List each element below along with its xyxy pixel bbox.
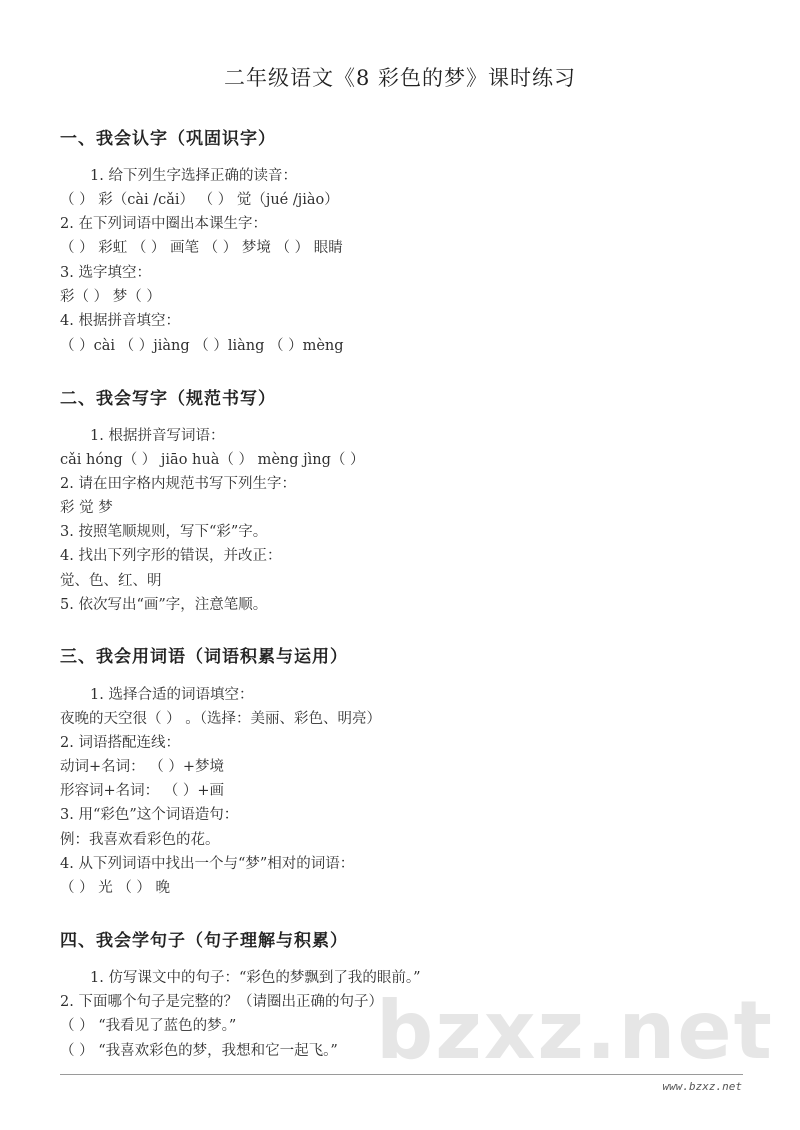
section-2-line-2: cǎi hóng（ ） jiāo huà（ ） mèng jìng（ ）	[60, 452, 365, 468]
section-heading-4: 四、我会学句子（句子理解与积累）	[60, 931, 348, 951]
section-4-line-2: 2. 下面哪个句子是完整的？（请圈出正确的句子）	[60, 994, 383, 1010]
section-heading-1: 一、我会认字（巩固识字）	[60, 129, 276, 149]
section-2-line-5: 3. 按照笔顺规则，写下“彩”字。	[60, 524, 268, 540]
footer-divider	[60, 1074, 743, 1075]
section-3-line-2: 夜晚的天空很（ ） 。（选择：美丽、彩色、明亮）	[60, 711, 381, 727]
section-2-line-8: 5. 依次写出“画”字，注意笔顺。	[60, 597, 268, 613]
section-4-line-1: 1. 仿写课文中的句子：“彩色的梦飘到了我的眼前。”	[90, 970, 421, 986]
section-2-line-3: 2. 请在田字格内规范书写下列生字：	[60, 476, 296, 492]
section-1-line-6: 彩（ ） 梦（ ）	[60, 289, 161, 305]
section-3-line-1: 1. 选择合适的词语填空：	[90, 687, 254, 703]
section-3-line-5: 形容词+名词： （ ）+画	[60, 783, 225, 799]
section-1-line-4: （ ） 彩虹 （ ） 画笔 （ ） 梦境 （ ） 眼睛	[60, 240, 343, 256]
section-4-line-4: （ ） “我喜欢彩色的梦，我想和它一起飞。”	[60, 1043, 338, 1059]
section-1-line-8: （ ）cài （ ）jiàng （ ）liàng （ ）mèng	[60, 338, 344, 354]
section-heading-3: 三、我会用词语（词语积累与运用）	[60, 647, 348, 667]
section-2-line-1: 1. 根据拼音写词语：	[90, 428, 225, 444]
section-1-line-7: 4. 根据拼音填空：	[60, 313, 180, 329]
section-1-line-2: （ ） 彩（cài /cǎi） （ ） 觉（jué /jiào）	[60, 192, 339, 208]
section-2-line-6: 4. 找出下列字形的错误，并改正：	[60, 548, 282, 564]
section-3-line-8: 4. 从下列词语中找出一个与“梦”相对的词语：	[60, 856, 355, 872]
section-1-line-3: 2. 在下列词语中圈出本课生字：	[60, 216, 267, 232]
section-3-line-3: 2. 词语搭配连线：	[60, 735, 180, 751]
section-2-line-7: 觉、色、红、明	[60, 573, 162, 589]
section-2-line-4: 彩 觉 梦	[60, 500, 113, 516]
section-3-line-7: 例：我喜欢看彩色的花。	[60, 832, 220, 848]
section-1-line-5: 3. 选字填空：	[60, 265, 151, 281]
section-3-line-4: 动词+名词： （ ）+梦境	[60, 759, 225, 775]
page-title: 二年级语文《8 彩色的梦》课时练习	[223, 66, 577, 90]
section-3-line-6: 3. 用“彩色”这个词语造句：	[60, 807, 239, 823]
watermark-logo: bzxz.net	[376, 984, 774, 1077]
footer-url: www.bzxz.net	[662, 1080, 742, 1093]
section-1-line-1: 1. 给下列生字选择正确的读音：	[90, 168, 297, 184]
section-3-line-9: （ ） 光 （ ） 晚	[60, 880, 171, 896]
section-heading-2: 二、我会写字（规范书写）	[60, 389, 276, 409]
section-4-line-3: （ ） “我看见了蓝色的梦。”	[60, 1018, 237, 1034]
